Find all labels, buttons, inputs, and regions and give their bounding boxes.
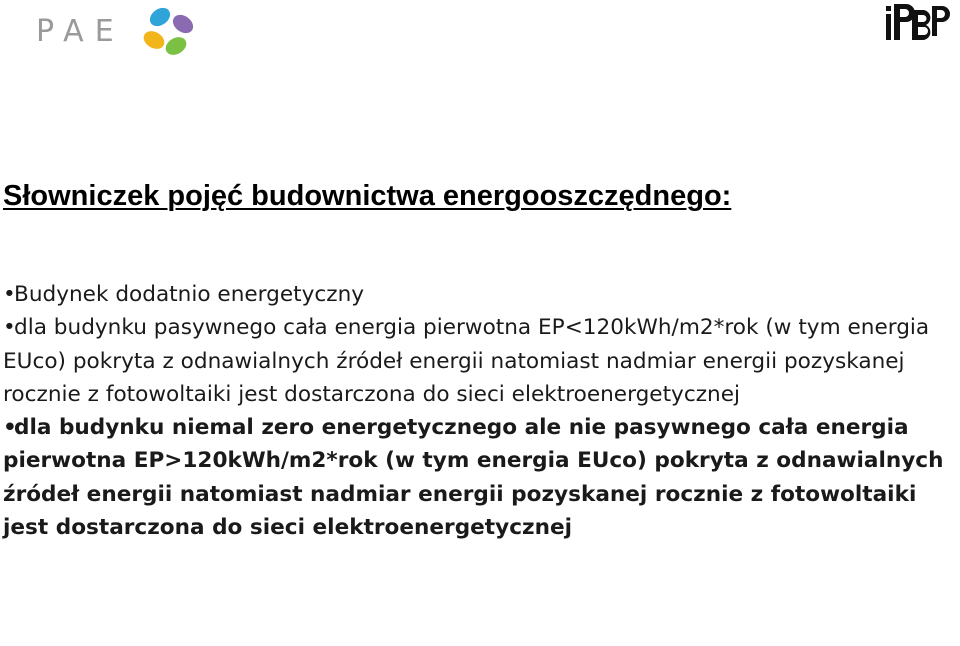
bullet: • xyxy=(3,415,17,441)
bullet: • xyxy=(3,282,16,307)
pae-logo-text: PAE xyxy=(36,14,125,49)
list-item-text: dla budynku pasywnego cała energia pierwotna EP<120kWh/m2*rok (w tym energia EUco) pokryta z odnawialnych źródeł energii natomiast nadmiar energii pozyskanej rocznie z fotowoltaiki jest dostarczona do sieci elektroenergetycznej xyxy=(3,315,930,407)
list-item xyxy=(3,411,953,544)
bullet: • xyxy=(3,315,16,341)
list-item-text: dla budynku niemal zero energetycznego ale nie pasywnego cała energia pierwotna EP>120kWh/m2*rok (w tym energia EUco) pokryta z odnawialnych źródeł energii natomiast nadmiar energii pozyskanej rocznie z fotowoltaiki jest dostarczona do sieci elektroenergetycznej xyxy=(3,415,944,541)
definition-list xyxy=(3,278,953,544)
list-item xyxy=(3,278,953,311)
ibp-logo-icon xyxy=(884,0,956,44)
list-item-text: Budynek dodatnio energetyczny xyxy=(14,282,365,307)
page-title: Słowniczek pojęć budownictwa energooszczędnego: xyxy=(3,180,732,212)
list-item xyxy=(3,311,953,411)
pae-logo-icon xyxy=(138,2,202,64)
pae-logo xyxy=(30,2,205,62)
